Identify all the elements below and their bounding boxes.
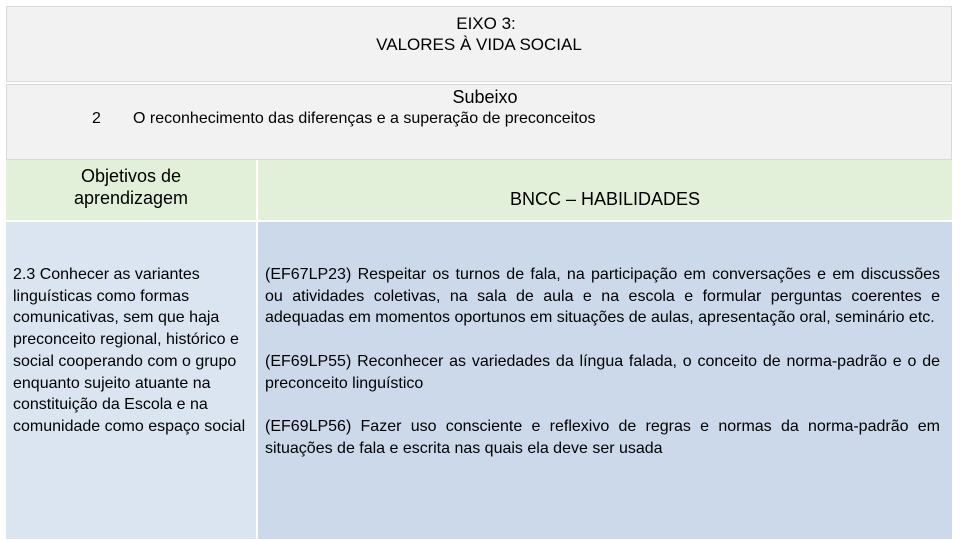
subeixo-section: [6, 84, 952, 160]
eixo-title: VALORES À VIDA SOCIAL: [376, 35, 582, 54]
subeixo-description: O reconhecimento das diferenças e a superação de preconceitos: [133, 110, 596, 127]
habilidade-item: (EF69LP56) Fazer uso consciente e reflexivo de regras e normas da norma-padrão em situações de fala e escrita nas quais ela deve ser usada: [265, 417, 940, 457]
habilidades-cell: [258, 222, 952, 539]
habilidade-item: (EF69LP55) Reconhecer as variedades da língua falada, o conceito de norma-padrão e o de preconceito linguístico: [265, 352, 940, 392]
bncc-header-label: BNCC – HABILIDADES: [509, 189, 701, 209]
objectives-header-line1: Objetivos de: [80, 166, 182, 186]
bncc-column-header: [258, 160, 952, 220]
habilidade-item: (EF67LP23) Respeitar os turnos de fala, na participação em conversações e em discussões ou atividades coletivas, na sala de aula e na escola e formular perguntas coerentes e adequadas em momentos oportunos em situações de aulas, apresentação oral, seminário etc.: [265, 266, 940, 327]
objective-text: 2.3 Conhecer as variantes linguísticas como formas comunicativas, sem que haja preconceito regional, histórico e social cooperando com o grupo enquanto sujeito atuante na constituição da Escola e na comunidade como espaço social: [13, 266, 246, 435]
objectives-header-line2: aprendizagem: [73, 188, 189, 208]
subeixo-title: Subeixo: [452, 87, 518, 107]
subeixo-number: 2: [92, 110, 101, 127]
eixo-label: EIXO 3:: [456, 14, 516, 33]
eixo-header: [6, 6, 952, 82]
objectives-column-header: [6, 160, 256, 220]
objective-cell: [6, 222, 256, 539]
